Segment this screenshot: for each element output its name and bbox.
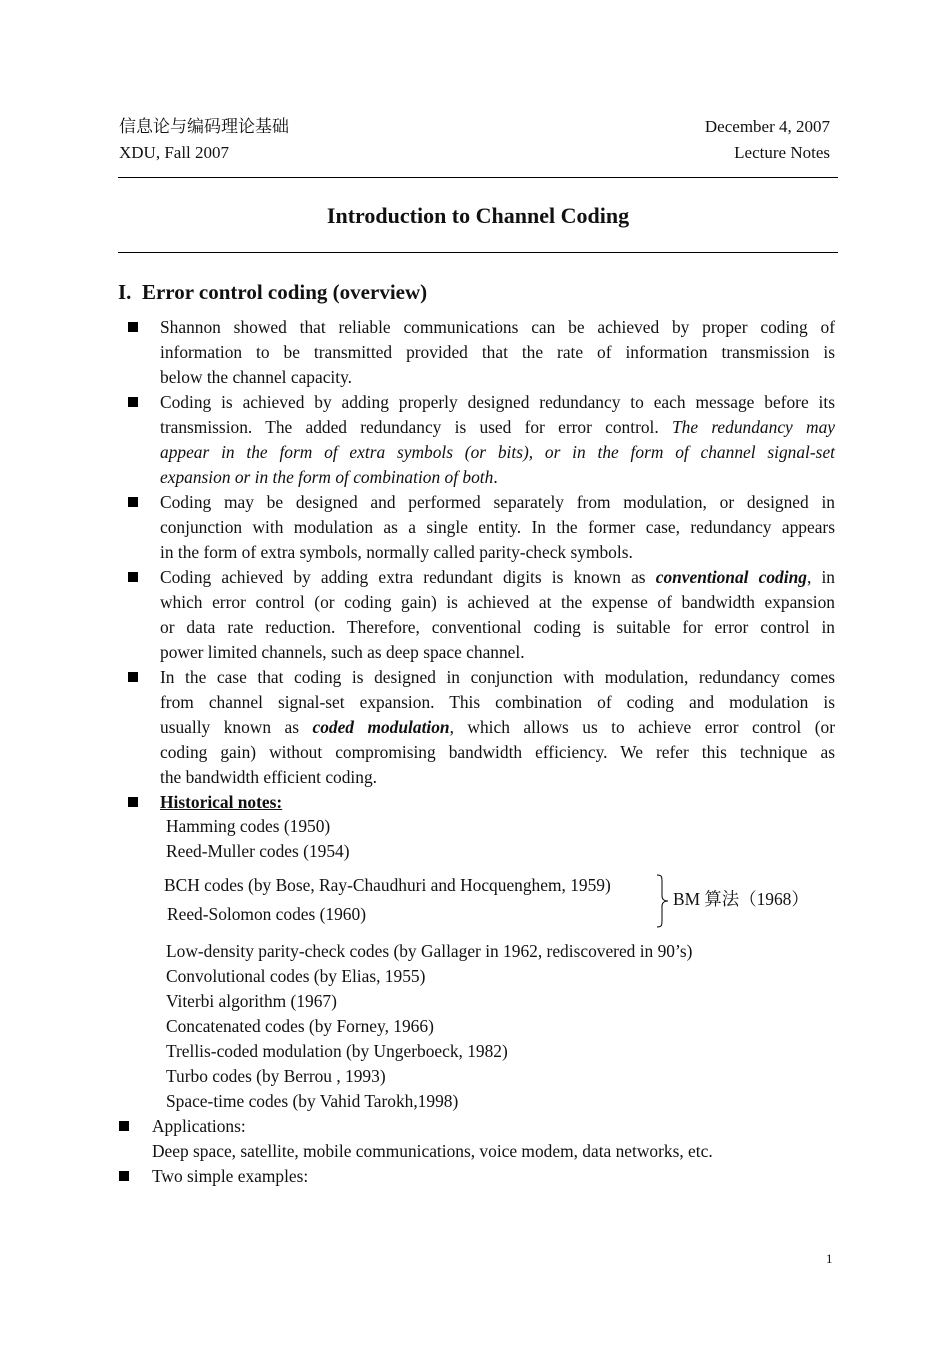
bullet-marker [128, 572, 138, 582]
history-item: Convolutional codes (by Elias, 1955) [166, 966, 426, 986]
document-title: Introduction to Channel Coding [326, 203, 630, 228]
curly-brace-icon [656, 874, 670, 928]
history-item: Space-time codes (by Vahid Tarokh,1998) [166, 1091, 459, 1111]
bullet-marker [128, 672, 138, 682]
bullet-coded-modulation: In the case that coding is designed in conjunction with modulation, redundancy comes from channel signal-set expansion. This combination of coding and modulation is usually known as coded modulation, which allows us to achieve error control (or coding gain) without compromising bandwidth efficiency. We refer this technique as the bandwidth efficient coding. [160, 667, 835, 787]
bullet-marker [119, 1171, 129, 1181]
header-doc-type: Lecture Notes [734, 143, 830, 162]
bullet-marker [128, 322, 138, 332]
bullet-marker [128, 397, 138, 407]
applications-text: Deep space, satellite, mobile communications, voice modem, data networks, etc. [152, 1141, 713, 1161]
section-heading [118, 278, 427, 306]
page-number: 1 [826, 1251, 833, 1266]
history-item-rs: Reed-Solomon codes (1960) [167, 904, 366, 924]
history-item: Hamming codes (1950) [166, 816, 331, 836]
history-item: Concatenated codes (by Forney, 1966) [166, 1016, 434, 1036]
bm-algorithm-note: BM 算法（1968） [673, 889, 809, 909]
section-number: I. [118, 280, 132, 304]
course-term: XDU, Fall 2007 [119, 143, 230, 162]
bullet-marker [119, 1121, 129, 1131]
history-item: Low-density parity-check codes (by Gallager in 1962, rediscovered in 90’s) [166, 941, 693, 961]
bullet-conventional-coding: Coding achieved by adding extra redundant digits is known as conventional coding, in which error control (or coding gain) is achieved at the expense of bandwidth expansion or data rate reduction. Therefore, conventional coding is suitable for error control in power limited channels, such as deep space channel. [160, 567, 835, 662]
bullet-modulation: Coding may be designed and performed separately from modulation, or designed in conjunction with modulation as a single entity. In the former case, redundancy appears in the form of extra symbols, normally called parity-check symbols. [160, 492, 835, 562]
history-item: Reed-Muller codes (1954) [166, 841, 350, 861]
section-title: Error control coding (overview) [141, 280, 428, 304]
history-item-bch: BCH codes (by Bose, Ray-Chaudhuri and Hocquenghem, 1959) [164, 875, 611, 895]
historical-notes-heading: Historical notes: [160, 792, 283, 812]
bullet-redundancy: Coding is achieved by adding properly designed redundancy to each message before its transmission. The added redundancy is used for error control. The redundancy may appear in the form of extra symbols (or bits), or in the form of channel signal-set expansion or in the form of combination of both. [160, 392, 835, 487]
examples-label: Two simple examples: [152, 1166, 309, 1186]
applications-label: Applications: [152, 1116, 246, 1136]
bullet-shannon: Shannon showed that reliable communications can be achieved by proper coding of information to be transmitted provided that the rate of information transmission is below the channel capacity. [160, 317, 835, 387]
bullet-marker [128, 497, 138, 507]
header-rule [118, 177, 838, 178]
history-item: Viterbi algorithm (1967) [166, 991, 337, 1011]
bullet-marker [128, 797, 138, 807]
history-item: Trellis-coded modulation (by Ungerboeck, 1982) [166, 1041, 508, 1061]
history-item: Turbo codes (by Berrou , 1993) [166, 1066, 386, 1086]
title-rule [118, 252, 838, 253]
header-date: December 4, 2007 [704, 117, 830, 136]
course-title: 信息论与编码理论基础 [119, 117, 289, 136]
